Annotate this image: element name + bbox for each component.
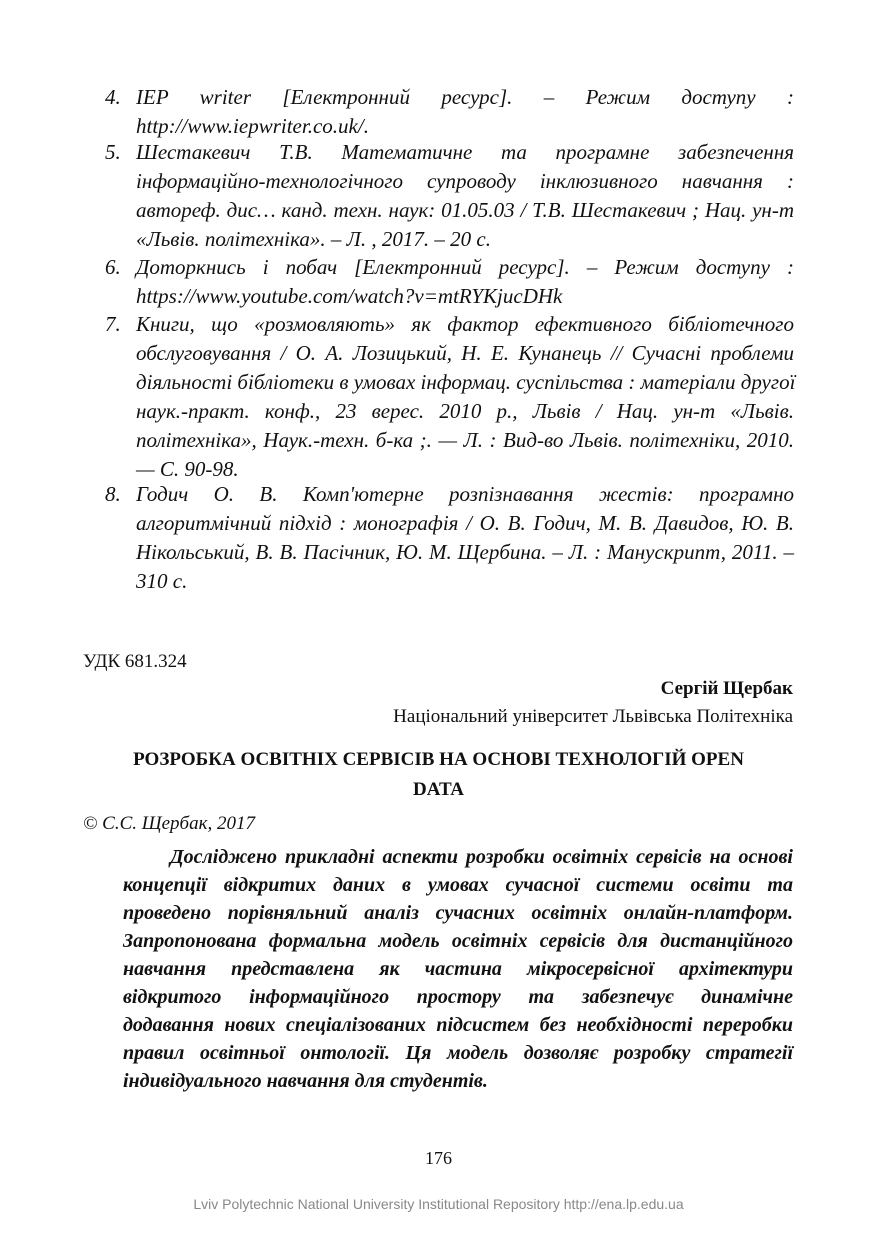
reference-number: 8. bbox=[105, 482, 121, 506]
reference-line: IEP writer [Електронний ресурс]. – Режим доступу : bbox=[136, 85, 794, 109]
reference-number: 7. bbox=[105, 312, 121, 336]
abstract-line: додавання нових спеціалізованих підсистем без необхідності переробки bbox=[123, 1014, 793, 1036]
reference-item bbox=[105, 310, 795, 484]
abstract-line: правил освітньої онтології. Ця модель дозволяє розробку стратегії bbox=[123, 1042, 793, 1064]
reference-line: «Львів. політехніка». – Л. , 2017. – 20 с. bbox=[136, 227, 491, 251]
reference-line: наук.-практ. конф., 23 верес. 2010 р., Львів / Нац. ун-т «Львів. bbox=[136, 399, 794, 423]
reference-line: Годич О. В. Комп'ютерне розпізнавання жестів: програмно bbox=[136, 482, 794, 506]
reference-line: 310 с. bbox=[136, 569, 188, 593]
author-name: Сергій Щербак bbox=[660, 678, 793, 699]
reference-line: Книги, що «розмовляють» як фактор ефективного бібліотечного bbox=[136, 312, 794, 336]
reference-item bbox=[105, 253, 795, 311]
copyright-notice: © С.С. Щербак, 2017 bbox=[83, 813, 255, 834]
page-number: 176 bbox=[425, 1148, 452, 1168]
reference-line: обслуговування / О. А. Лозицький, Н. Е. Кунанець // Сучасні проблеми bbox=[136, 341, 794, 365]
reference-line: https://www.youtube.com/watch?v=mtRYKjucDHk bbox=[136, 284, 563, 308]
abstract-line: проведено порівняльний аналіз сучасних освітніх онлайн-платформ. bbox=[123, 902, 793, 924]
abstract bbox=[123, 843, 793, 1095]
title-line: РОЗРОБКА ОСВІТНІХ СЕРВІСІВ НА ОСНОВІ ТЕХНОЛОГІЙ OPEN bbox=[133, 749, 744, 770]
reference-line: Нікольський, В. В. Пасічник, Ю. М. Щербина. – Л. : Манускрипт, 2011. – bbox=[136, 540, 794, 564]
reference-line: інформаційно-технологічного супроводу інклюзивного навчання : bbox=[136, 169, 794, 193]
title-line: DATA bbox=[412, 779, 465, 800]
abstract-line: Запропонована формальна модель освітніх сервісів для дистанційного bbox=[123, 930, 793, 952]
reference-line: алгоритмічний підхід : монографія / О. В. Годич, М. В. Давидов, Ю. В. bbox=[136, 511, 794, 535]
reference-number: 6. bbox=[105, 255, 121, 279]
reference-line: Шестакевич Т.В. Математичне та програмне забезпечення bbox=[136, 140, 794, 164]
abstract-line: індивідуального навчання для студентів. bbox=[123, 1070, 488, 1092]
reference-line: політехніка», Наук.-техн. б-ка ;. — Л. : Вид-во Львів. політехніки, 2010. bbox=[136, 428, 794, 452]
reference-line: http://www.iepwriter.co.uk/. bbox=[136, 114, 369, 138]
article-title bbox=[100, 745, 777, 805]
reference-line: діяльності бібліотеки в умовах інформац. суспільства : матеріали другої bbox=[136, 370, 796, 394]
abstract-line: концепції відкритих даних в умовах сучасної системи освіти та bbox=[123, 874, 793, 896]
reference-item bbox=[105, 138, 795, 254]
abstract-line: Досліджено прикладні аспекти розробки освітніх сервісів на основі bbox=[170, 846, 793, 868]
reference-number: 4. bbox=[105, 85, 121, 109]
repository-footer: Lviv Polytechnic National University Institutional Repository http://ena.lp.edu.ua bbox=[193, 1196, 684, 1212]
reference-number: 5. bbox=[105, 140, 121, 164]
reference-line: Доторкнись і побач [Електронний ресурс]. – Режим доступу : bbox=[136, 255, 794, 279]
abstract-line: навчання представлена як частина мікросервісної архітектури bbox=[123, 958, 793, 980]
reference-line: автореф. дис… канд. техн. наук: 01.05.03 / Т.В. Шестакевич ; Нац. ун-т bbox=[136, 198, 794, 222]
reference-item bbox=[105, 480, 795, 596]
reference-item bbox=[105, 83, 795, 141]
author-affiliation: Національний університет Львівська Політехніка bbox=[393, 706, 793, 727]
udk-code: УДК 681.324 bbox=[83, 651, 187, 672]
reference-line: — С. 90-98. bbox=[136, 457, 239, 481]
abstract-line: відкритого інформаційного простору та забезпечує динамічне bbox=[123, 986, 793, 1008]
